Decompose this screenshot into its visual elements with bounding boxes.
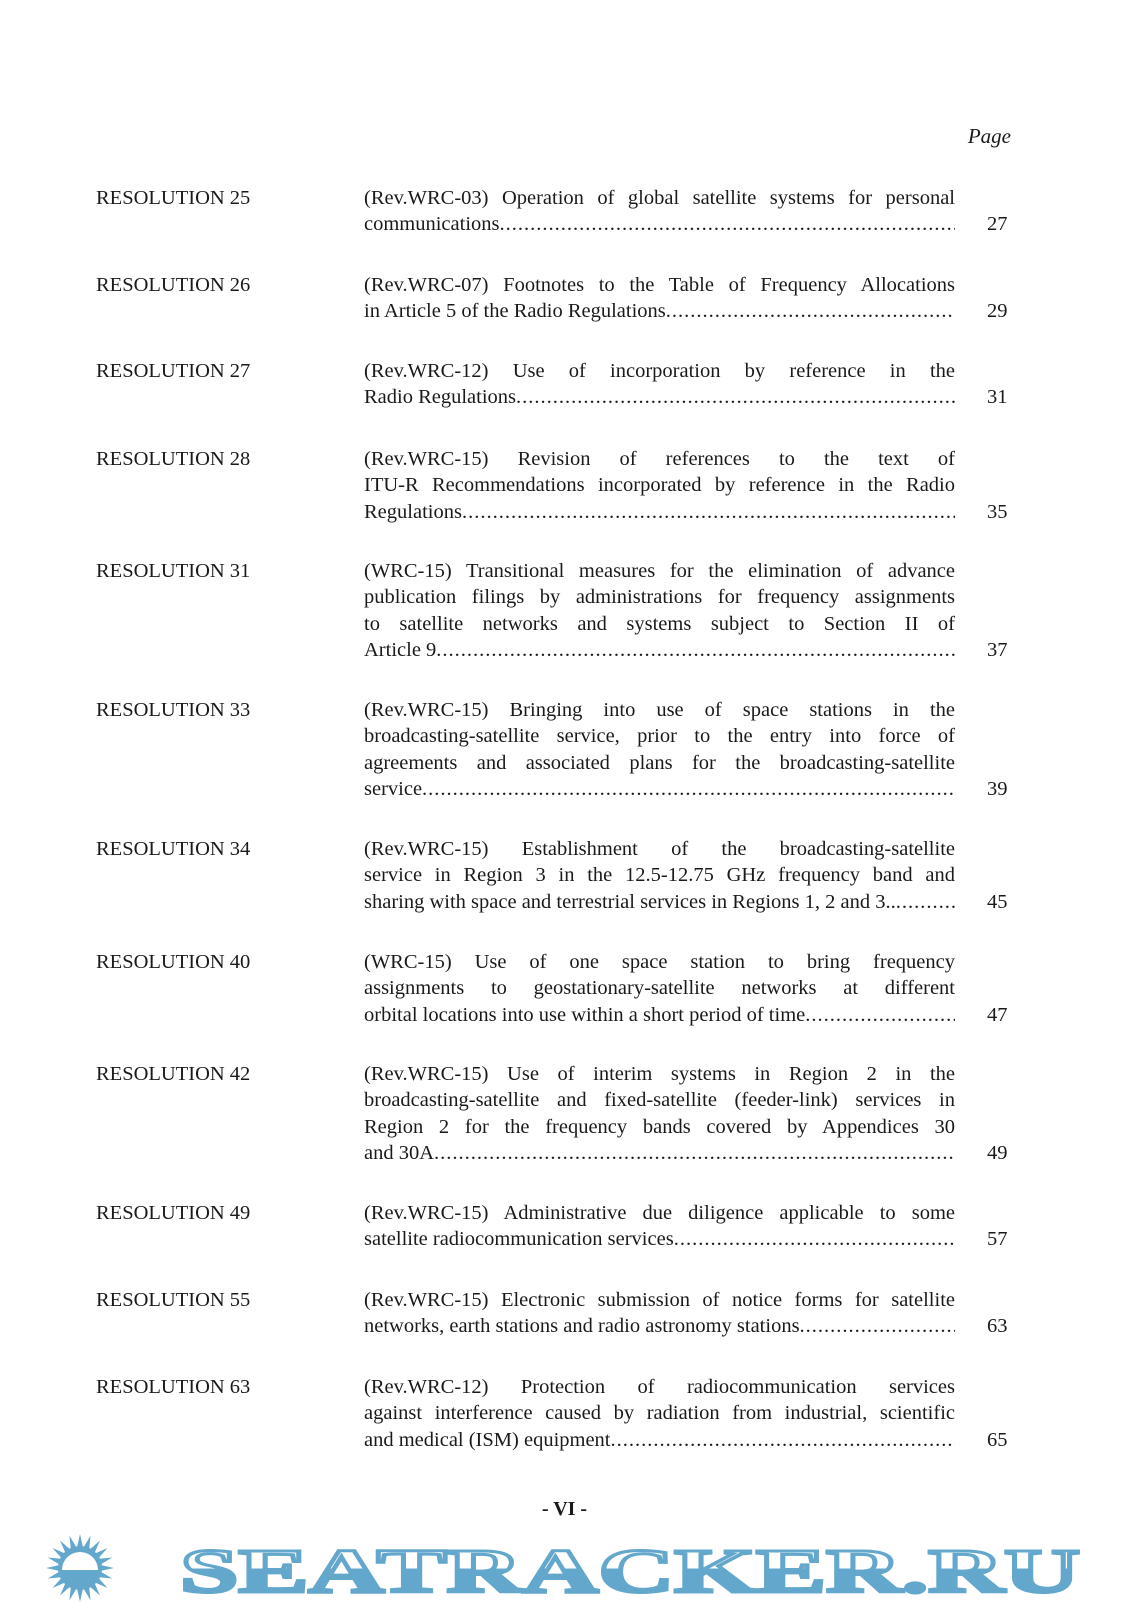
title-line-last [364,384,955,410]
title-line: (WRC-15) Use of one space station to bring frequency [364,951,955,973]
dot-leader [436,637,955,663]
resolution-number: RESOLUTION 33 [96,699,251,721]
title-line: broadcasting-satellite and fixed-satellite (feeder-link) services in [364,1089,955,1112]
resolution-number: RESOLUTION 25 [96,187,251,209]
resolution-title [364,1061,955,1166]
resolution-title [364,836,955,915]
resolution-title [364,272,955,325]
title-line: (Rev.WRC-15) Revision of references to the text of [364,448,955,470]
page-number: 65 [987,1428,1008,1451]
dot-leader [611,1427,955,1453]
dot-leader [666,298,955,324]
resolution-title [364,697,955,802]
title-line-last [364,1313,955,1339]
resolution-number: RESOLUTION 40 [96,951,251,973]
resolution-number: RESOLUTION 42 [96,1063,251,1085]
resolution-number: RESOLUTION 28 [96,448,251,470]
resolution-number: RESOLUTION 26 [96,274,251,296]
title-line: (Rev.WRC-15) Administrative due diligence applicable to some [364,1202,955,1224]
resolution-number: RESOLUTION 27 [96,360,251,382]
page-number: 47 [987,1003,1008,1026]
resolution-title [364,1374,955,1453]
page-number-footer: - VI - [541,1498,588,1520]
dot-leader [500,211,955,237]
title-line-last [364,211,955,237]
resolution-title [364,1287,955,1340]
title-line: (Rev.WRC-12) Use of incorporation by reference in the [364,360,955,382]
dot-leader [462,499,955,525]
resolution-number: RESOLUTION 34 [96,838,251,860]
page-number: 57 [987,1228,1008,1251]
resolution-number: RESOLUTION 49 [96,1202,251,1224]
title-line-last [364,499,955,525]
title-line: networks, earth stations and radio astronomy stations [364,1315,800,1338]
title-line: service [364,777,423,800]
title-line: in Article 5 of the Radio Regulations [364,300,666,323]
title-line: Regulations [364,500,462,523]
dot-leader [805,1002,955,1028]
resolution-number: RESOLUTION 31 [96,560,251,582]
page-number: 63 [987,1315,1008,1338]
title-line: (Rev.WRC-07) Footnotes to the Table of Frequency Allocations [364,274,955,296]
page-number: 45 [987,890,1008,913]
title-line: (Rev.WRC-15) Establishment of the broadcasting-satellite [364,838,955,860]
title-line: service in Region 3 in the 12.5-12.75 GHz frequency band and [364,864,955,887]
title-line: sharing with space and terrestrial services in Regions 1, 2 and 3.. [364,890,896,913]
resolution-title [364,185,955,238]
title-line-last [364,1226,955,1252]
title-line: publication filings by administrations for frequency assignments [364,586,955,609]
page-number: 35 [987,500,1008,523]
title-line: and 30A [364,1141,435,1164]
title-line: (Rev.WRC-15) Bringing into use of space stations in the [364,699,955,721]
title-line: (WRC-15) Transitional measures for the elimination of advance [364,560,955,582]
resolution-number: RESOLUTION 63 [96,1376,251,1398]
title-line: (Rev.WRC-15) Electronic submission of notice forms for satellite [364,1289,955,1311]
title-line: communications [364,213,500,236]
title-line-last [364,1140,955,1166]
page-number: 39 [987,777,1008,800]
title-line-last [364,889,955,915]
title-line: (Rev.WRC-15) Use of interim systems in Region 2 in the [364,1063,955,1085]
resolution-title [364,558,955,663]
title-line: Region 2 for the frequency bands covered by Appendices 30 [364,1115,955,1138]
page-column-label: Page [967,124,1011,148]
title-line: ITU-R Recommendations incorporated by reference in the Radio [364,474,955,497]
page-number: 49 [987,1141,1008,1164]
page-number: 27 [987,213,1008,236]
watermark [0,1532,1129,1602]
title-line: and medical (ISM) equipment [364,1428,611,1451]
page-number: 31 [987,386,1008,409]
resolution-title [364,446,955,525]
title-line: agreements and associated plans for the broadcasting-satellite [364,751,955,774]
watermark-text: SEATRACKER.RU [180,1538,1080,1602]
page-number: 29 [987,300,1008,323]
title-line: to satellite networks and systems subject to Section II of [364,612,955,635]
title-line: satellite radiocommunication services [364,1228,674,1251]
page-number: 37 [987,638,1008,661]
title-line-last [364,298,955,324]
title-line-last [364,1002,955,1028]
resolution-title [364,358,955,411]
dot-leader [434,1140,955,1166]
dot-leader [674,1226,955,1252]
title-line: assignments to geostationary-satellite networks at different [364,977,955,1000]
title-line: broadcasting-satellite service, prior to the entry into force of [364,725,955,748]
title-line: against interference caused by radiation from industrial, scientific [364,1402,955,1425]
dot-leader [896,889,955,915]
title-line-last [364,637,955,663]
title-line-last [364,1427,955,1453]
dot-leader [800,1313,955,1339]
title-line-last [364,776,955,802]
title-line: (Rev.WRC-12) Protection of radiocommunication services [364,1376,955,1398]
resolution-title [364,949,955,1028]
resolution-number: RESOLUTION 55 [96,1289,251,1311]
title-line: Radio Regulations [364,386,517,409]
title-line: Article 9 [364,638,437,661]
sun-logo-icon [46,1534,114,1602]
title-line: (Rev.WRC-03) Operation of global satellite systems for personal [364,187,955,209]
resolution-title [364,1200,955,1253]
dot-leader [422,776,955,802]
dot-leader [516,384,955,410]
title-line: orbital locations into use within a short period of time [364,1003,806,1026]
